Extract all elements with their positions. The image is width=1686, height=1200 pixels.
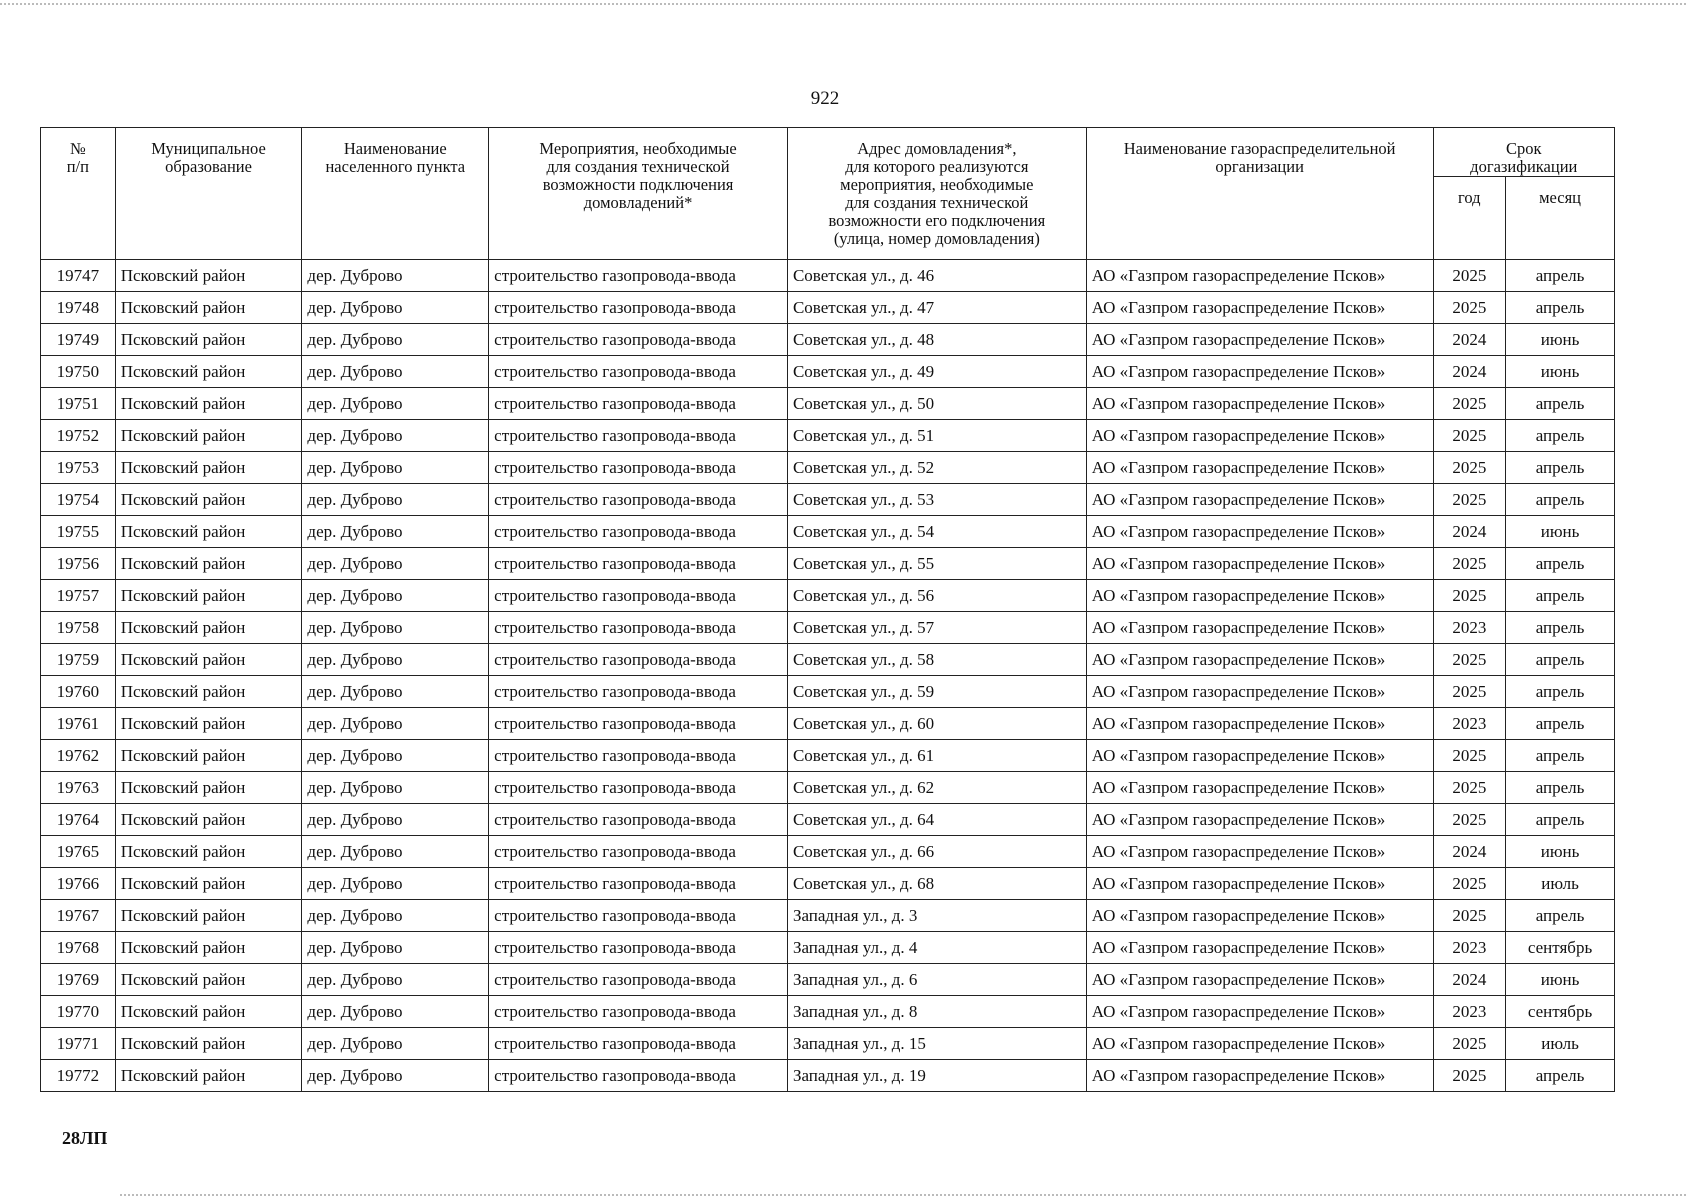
cell-organization: АО «Газпром газораспределение Псков»: [1086, 612, 1433, 644]
cell-organization: АО «Газпром газораспределение Псков»: [1086, 484, 1433, 516]
table-row: [41, 324, 1615, 356]
table-row: [41, 900, 1615, 932]
cell-measure: строительство газопровода-ввода: [489, 836, 788, 868]
cell-address: Советская ул., д. 49: [787, 356, 1086, 388]
cell-measure: строительство газопровода-ввода: [489, 580, 788, 612]
cell-num: 19755: [41, 516, 116, 548]
cell-year: 2025: [1433, 452, 1506, 484]
cell-num: 19771: [41, 1028, 116, 1060]
cell-address: Западная ул., д. 15: [787, 1028, 1086, 1060]
cell-measure: строительство газопровода-ввода: [489, 740, 788, 772]
header-address: Адрес домовладения*, для которого реализуются мероприятия, необходимые для создания технической возможности его подключения (улица, номер домовладения): [787, 128, 1086, 260]
footer-code: 28ЛП: [62, 1128, 108, 1148]
table-row: [41, 964, 1615, 996]
table-row: [41, 1060, 1615, 1092]
table-row: [41, 996, 1615, 1028]
cell-municipality: Псковский район: [115, 1060, 302, 1092]
cell-organization: АО «Газпром газораспределение Псков»: [1086, 1060, 1433, 1092]
table-row: [41, 868, 1615, 900]
cell-year: 2025: [1433, 868, 1506, 900]
header-municipality: Муниципальное образование: [115, 128, 302, 260]
cell-year: 2023: [1433, 708, 1506, 740]
cell-municipality: Псковский район: [115, 260, 302, 292]
cell-year: 2023: [1433, 612, 1506, 644]
cell-num: 19760: [41, 676, 116, 708]
cell-settlement: дер. Дуброво: [302, 900, 489, 932]
cell-measure: строительство газопровода-ввода: [489, 612, 788, 644]
cell-measure: строительство газопровода-ввода: [489, 292, 788, 324]
cell-measure: строительство газопровода-ввода: [489, 420, 788, 452]
cell-num: 19761: [41, 708, 116, 740]
cell-municipality: Псковский район: [115, 900, 302, 932]
cell-measure: строительство газопровода-ввода: [489, 644, 788, 676]
cell-organization: АО «Газпром газораспределение Псков»: [1086, 804, 1433, 836]
table-row: [41, 516, 1615, 548]
cell-settlement: дер. Дуброво: [302, 452, 489, 484]
cell-address: Советская ул., д. 56: [787, 580, 1086, 612]
cell-municipality: Псковский район: [115, 324, 302, 356]
cell-municipality: Псковский район: [115, 580, 302, 612]
cell-measure: строительство газопровода-ввода: [489, 868, 788, 900]
cell-municipality: Псковский район: [115, 420, 302, 452]
cell-municipality: Псковский район: [115, 452, 302, 484]
cell-address: Западная ул., д. 3: [787, 900, 1086, 932]
cell-address: Советская ул., д. 61: [787, 740, 1086, 772]
cell-organization: АО «Газпром газораспределение Псков»: [1086, 324, 1433, 356]
cell-month: апрель: [1506, 260, 1615, 292]
cell-measure: строительство газопровода-ввода: [489, 484, 788, 516]
page-number: 922: [810, 88, 840, 109]
cell-municipality: Псковский район: [115, 612, 302, 644]
cell-month: июль: [1506, 1028, 1615, 1060]
cell-municipality: Псковский район: [115, 996, 302, 1028]
cell-address: Советская ул., д. 57: [787, 612, 1086, 644]
cell-num: 19764: [41, 804, 116, 836]
cell-municipality: Псковский район: [115, 836, 302, 868]
cell-year: 2025: [1433, 772, 1506, 804]
cell-settlement: дер. Дуброво: [302, 996, 489, 1028]
cell-measure: строительство газопровода-ввода: [489, 516, 788, 548]
table-row: [41, 932, 1615, 964]
cell-month: июль: [1506, 868, 1615, 900]
cell-settlement: дер. Дуброво: [302, 548, 489, 580]
cell-municipality: Псковский район: [115, 676, 302, 708]
cell-num: 19752: [41, 420, 116, 452]
cell-measure: строительство газопровода-ввода: [489, 964, 788, 996]
cell-month: апрель: [1506, 388, 1615, 420]
table-row: [41, 804, 1615, 836]
header-settlement: Наименование населенного пункта: [302, 128, 489, 260]
cell-settlement: дер. Дуброво: [302, 612, 489, 644]
cell-month: апрель: [1506, 612, 1615, 644]
cell-year: 2025: [1433, 740, 1506, 772]
table-row: [41, 484, 1615, 516]
cell-num: 19747: [41, 260, 116, 292]
cell-year: 2024: [1433, 516, 1506, 548]
cell-year: 2025: [1433, 1028, 1506, 1060]
cell-organization: АО «Газпром газораспределение Псков»: [1086, 452, 1433, 484]
cell-address: Западная ул., д. 8: [787, 996, 1086, 1028]
cell-organization: АО «Газпром газораспределение Псков»: [1086, 388, 1433, 420]
cell-measure: строительство газопровода-ввода: [489, 388, 788, 420]
table-row: [41, 356, 1615, 388]
cell-organization: АО «Газпром газораспределение Псков»: [1086, 292, 1433, 324]
cell-month: сентябрь: [1506, 932, 1615, 964]
cell-address: Советская ул., д. 47: [787, 292, 1086, 324]
cell-measure: строительство газопровода-ввода: [489, 804, 788, 836]
cell-organization: АО «Газпром газораспределение Псков»: [1086, 900, 1433, 932]
cell-address: Советская ул., д. 64: [787, 804, 1086, 836]
header-measures: Мероприятия, необходимые для создания технической возможности подключения домовладений*: [489, 128, 788, 260]
cell-municipality: Псковский район: [115, 292, 302, 324]
cell-municipality: Псковский район: [115, 804, 302, 836]
scan-edge-bottom: [120, 1194, 1686, 1196]
cell-settlement: дер. Дуброво: [302, 420, 489, 452]
cell-address: Советская ул., д. 46: [787, 260, 1086, 292]
cell-address: Советская ул., д. 60: [787, 708, 1086, 740]
cell-num: 19750: [41, 356, 116, 388]
cell-settlement: дер. Дуброво: [302, 356, 489, 388]
cell-num: 19762: [41, 740, 116, 772]
cell-month: апрель: [1506, 900, 1615, 932]
cell-measure: строительство газопровода-ввода: [489, 1028, 788, 1060]
cell-organization: АО «Газпром газораспределение Псков»: [1086, 548, 1433, 580]
cell-address: Советская ул., д. 55: [787, 548, 1086, 580]
table-row: [41, 836, 1615, 868]
cell-month: апрель: [1506, 580, 1615, 612]
cell-num: 19759: [41, 644, 116, 676]
cell-address: Советская ул., д. 66: [787, 836, 1086, 868]
cell-measure: строительство газопровода-ввода: [489, 1060, 788, 1092]
cell-settlement: дер. Дуброво: [302, 932, 489, 964]
cell-year: 2024: [1433, 324, 1506, 356]
cell-settlement: дер. Дуброво: [302, 324, 489, 356]
cell-month: апрель: [1506, 452, 1615, 484]
cell-year: 2024: [1433, 836, 1506, 868]
cell-address: Советская ул., д. 62: [787, 772, 1086, 804]
cell-organization: АО «Газпром газораспределение Псков»: [1086, 772, 1433, 804]
cell-measure: строительство газопровода-ввода: [489, 676, 788, 708]
cell-num: 19768: [41, 932, 116, 964]
cell-num: 19767: [41, 900, 116, 932]
cell-settlement: дер. Дуброво: [302, 644, 489, 676]
cell-municipality: Псковский район: [115, 356, 302, 388]
cell-settlement: дер. Дуброво: [302, 260, 489, 292]
header-organization: Наименование газораспределительной организации: [1086, 128, 1433, 260]
cell-municipality: Псковский район: [115, 932, 302, 964]
cell-num: 19772: [41, 1060, 116, 1092]
cell-organization: АО «Газпром газораспределение Псков»: [1086, 1028, 1433, 1060]
cell-month: июнь: [1506, 836, 1615, 868]
cell-settlement: дер. Дуброво: [302, 1060, 489, 1092]
cell-address: Советская ул., д. 51: [787, 420, 1086, 452]
cell-num: 19766: [41, 868, 116, 900]
cell-year: 2024: [1433, 964, 1506, 996]
cell-organization: АО «Газпром газораспределение Псков»: [1086, 740, 1433, 772]
cell-month: апрель: [1506, 420, 1615, 452]
cell-settlement: дер. Дуброво: [302, 772, 489, 804]
cell-organization: АО «Газпром газораспределение Псков»: [1086, 932, 1433, 964]
cell-organization: АО «Газпром газораспределение Псков»: [1086, 580, 1433, 612]
cell-address: Советская ул., д. 53: [787, 484, 1086, 516]
cell-measure: строительство газопровода-ввода: [489, 548, 788, 580]
table-row: [41, 580, 1615, 612]
header-num: № п/п: [41, 128, 116, 260]
cell-num: 19749: [41, 324, 116, 356]
cell-month: апрель: [1506, 708, 1615, 740]
cell-year: 2023: [1433, 996, 1506, 1028]
cell-organization: АО «Газпром газораспределение Псков»: [1086, 996, 1433, 1028]
cell-organization: АО «Газпром газораспределение Псков»: [1086, 420, 1433, 452]
cell-month: апрель: [1506, 548, 1615, 580]
header-deadline: Срок догазификации: [1433, 128, 1614, 177]
cell-organization: АО «Газпром газораспределение Псков»: [1086, 356, 1433, 388]
cell-settlement: дер. Дуброво: [302, 484, 489, 516]
cell-measure: строительство газопровода-ввода: [489, 772, 788, 804]
cell-municipality: Псковский район: [115, 644, 302, 676]
cell-num: 19770: [41, 996, 116, 1028]
cell-num: 19751: [41, 388, 116, 420]
cell-num: 19758: [41, 612, 116, 644]
cell-month: апрель: [1506, 1060, 1615, 1092]
cell-month: апрель: [1506, 484, 1615, 516]
cell-municipality: Псковский район: [115, 1028, 302, 1060]
cell-address: Советская ул., д. 68: [787, 868, 1086, 900]
cell-settlement: дер. Дуброво: [302, 676, 489, 708]
cell-year: 2025: [1433, 420, 1506, 452]
cell-month: сентябрь: [1506, 996, 1615, 1028]
cell-year: 2025: [1433, 484, 1506, 516]
cell-year: 2025: [1433, 1060, 1506, 1092]
table-body: [41, 260, 1615, 1092]
cell-month: июнь: [1506, 516, 1615, 548]
cell-measure: строительство газопровода-ввода: [489, 708, 788, 740]
cell-year: 2025: [1433, 548, 1506, 580]
cell-address: Советская ул., д. 52: [787, 452, 1086, 484]
cell-month: июнь: [1506, 324, 1615, 356]
cell-settlement: дер. Дуброво: [302, 292, 489, 324]
cell-municipality: Псковский район: [115, 868, 302, 900]
cell-address: Западная ул., д. 6: [787, 964, 1086, 996]
cell-municipality: Псковский район: [115, 484, 302, 516]
cell-num: 19748: [41, 292, 116, 324]
cell-address: Советская ул., д. 54: [787, 516, 1086, 548]
cell-settlement: дер. Дуброво: [302, 580, 489, 612]
cell-organization: АО «Газпром газораспределение Псков»: [1086, 516, 1433, 548]
table-row: [41, 708, 1615, 740]
cell-settlement: дер. Дуброво: [302, 964, 489, 996]
table-row: [41, 676, 1615, 708]
cell-settlement: дер. Дуброво: [302, 836, 489, 868]
cell-settlement: дер. Дуброво: [302, 708, 489, 740]
cell-measure: строительство газопровода-ввода: [489, 260, 788, 292]
cell-month: апрель: [1506, 804, 1615, 836]
cell-address: Советская ул., д. 59: [787, 676, 1086, 708]
table-row: [41, 548, 1615, 580]
scan-edge-top: [0, 3, 1686, 5]
cell-year: 2025: [1433, 260, 1506, 292]
cell-municipality: Псковский район: [115, 772, 302, 804]
cell-measure: строительство газопровода-ввода: [489, 900, 788, 932]
cell-organization: АО «Газпром газораспределение Псков»: [1086, 708, 1433, 740]
cell-settlement: дер. Дуброво: [302, 804, 489, 836]
cell-address: Западная ул., д. 4: [787, 932, 1086, 964]
header-month: месяц: [1506, 177, 1615, 260]
cell-num: 19765: [41, 836, 116, 868]
table-row: [41, 644, 1615, 676]
cell-num: 19754: [41, 484, 116, 516]
cell-month: апрель: [1506, 644, 1615, 676]
cell-settlement: дер. Дуброво: [302, 868, 489, 900]
cell-month: апрель: [1506, 292, 1615, 324]
cell-year: 2025: [1433, 388, 1506, 420]
cell-year: 2025: [1433, 644, 1506, 676]
cell-organization: АО «Газпром газораспределение Псков»: [1086, 260, 1433, 292]
gasification-table: [40, 127, 1615, 1092]
cell-month: апрель: [1506, 772, 1615, 804]
cell-municipality: Псковский район: [115, 516, 302, 548]
cell-organization: АО «Газпром газораспределение Псков»: [1086, 868, 1433, 900]
cell-settlement: дер. Дуброво: [302, 1028, 489, 1060]
cell-year: 2023: [1433, 932, 1506, 964]
cell-year: 2025: [1433, 804, 1506, 836]
table-row: [41, 740, 1615, 772]
cell-municipality: Псковский район: [115, 388, 302, 420]
cell-settlement: дер. Дуброво: [302, 388, 489, 420]
cell-address: Западная ул., д. 19: [787, 1060, 1086, 1092]
cell-num: 19756: [41, 548, 116, 580]
cell-year: 2025: [1433, 676, 1506, 708]
cell-municipality: Псковский район: [115, 548, 302, 580]
cell-address: Советская ул., д. 50: [787, 388, 1086, 420]
cell-measure: строительство газопровода-ввода: [489, 996, 788, 1028]
cell-num: 19757: [41, 580, 116, 612]
cell-year: 2024: [1433, 356, 1506, 388]
table-row: [41, 1028, 1615, 1060]
cell-organization: АО «Газпром газораспределение Псков»: [1086, 964, 1433, 996]
cell-measure: строительство газопровода-ввода: [489, 932, 788, 964]
table-row: [41, 612, 1615, 644]
cell-municipality: Псковский район: [115, 964, 302, 996]
cell-organization: АО «Газпром газораспределение Псков»: [1086, 836, 1433, 868]
cell-month: июнь: [1506, 964, 1615, 996]
cell-num: 19763: [41, 772, 116, 804]
cell-measure: строительство газопровода-ввода: [489, 452, 788, 484]
cell-num: 19769: [41, 964, 116, 996]
cell-year: 2025: [1433, 900, 1506, 932]
table-row: [41, 772, 1615, 804]
table-row: [41, 420, 1615, 452]
table-row: [41, 260, 1615, 292]
cell-month: июнь: [1506, 356, 1615, 388]
cell-municipality: Псковский район: [115, 740, 302, 772]
cell-municipality: Псковский район: [115, 708, 302, 740]
cell-organization: АО «Газпром газораспределение Псков»: [1086, 644, 1433, 676]
cell-settlement: дер. Дуброво: [302, 740, 489, 772]
table-row: [41, 292, 1615, 324]
cell-address: Советская ул., д. 58: [787, 644, 1086, 676]
cell-address: Советская ул., д. 48: [787, 324, 1086, 356]
cell-year: 2025: [1433, 580, 1506, 612]
cell-year: 2025: [1433, 292, 1506, 324]
cell-month: апрель: [1506, 676, 1615, 708]
header-year: год: [1433, 177, 1506, 260]
table-row: [41, 452, 1615, 484]
cell-month: апрель: [1506, 740, 1615, 772]
cell-measure: строительство газопровода-ввода: [489, 356, 788, 388]
cell-settlement: дер. Дуброво: [302, 516, 489, 548]
cell-num: 19753: [41, 452, 116, 484]
table-row: [41, 388, 1615, 420]
table-header: [41, 128, 1615, 260]
cell-organization: АО «Газпром газораспределение Псков»: [1086, 676, 1433, 708]
cell-measure: строительство газопровода-ввода: [489, 324, 788, 356]
